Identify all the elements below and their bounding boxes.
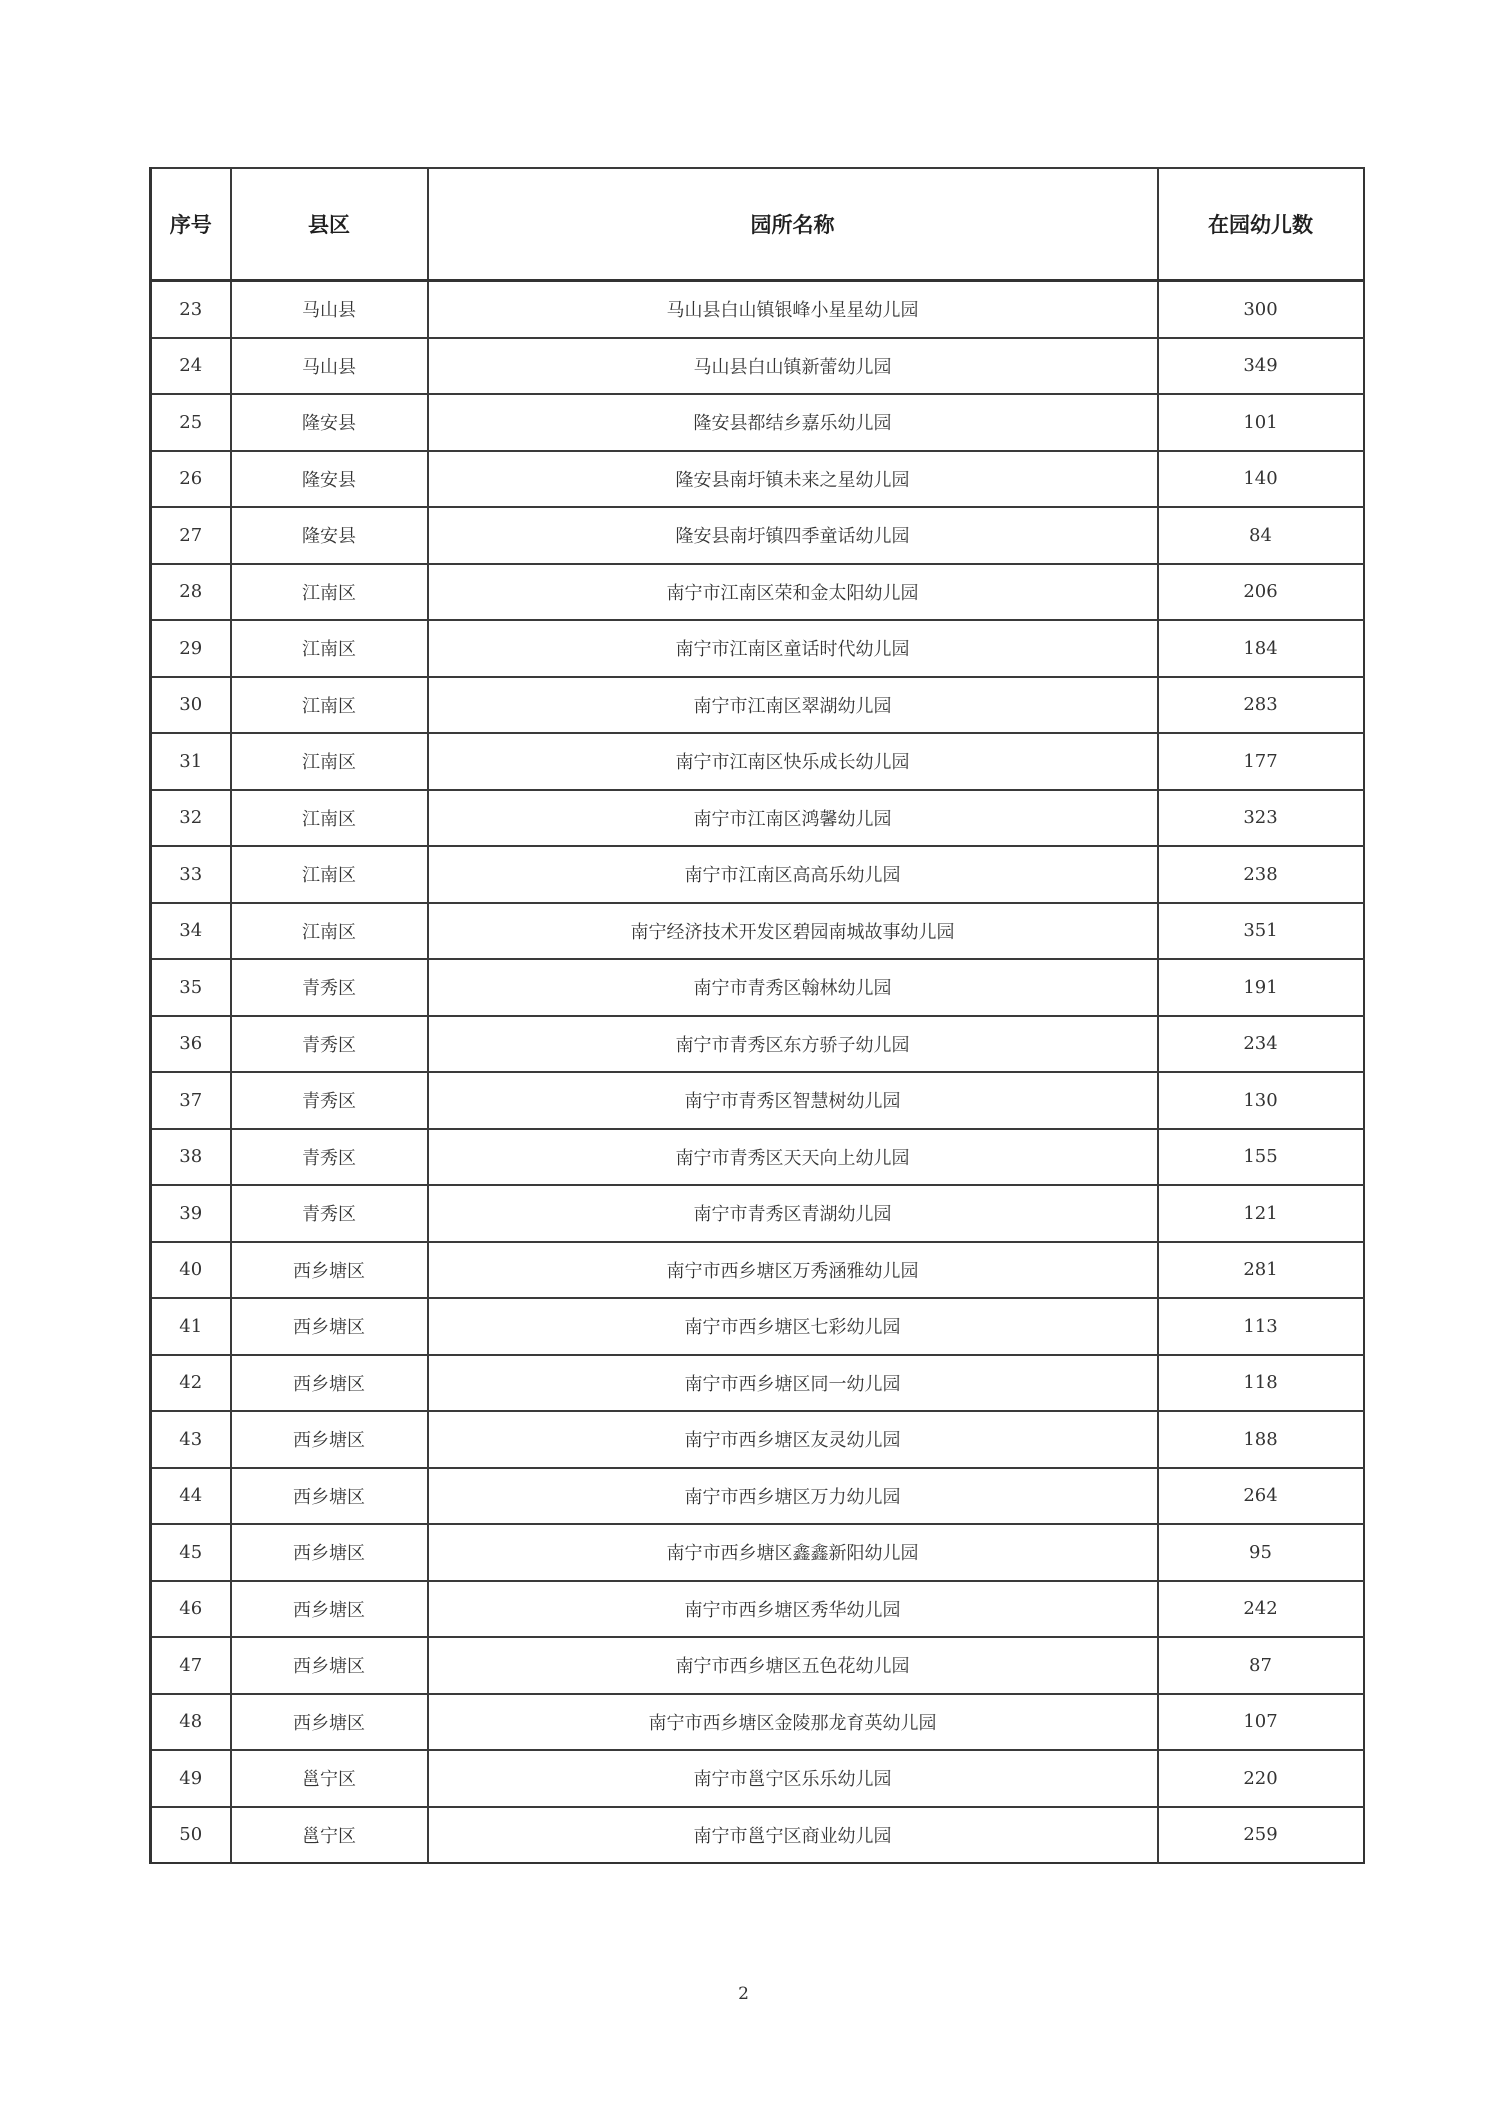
table-row: [151, 1355, 1364, 1412]
cell-enrolled-children: 118: [1158, 1355, 1364, 1412]
cell-enrolled-children: 87: [1158, 1637, 1364, 1694]
cell-serial-number: 39: [151, 1185, 231, 1242]
cell-serial-number: 41: [151, 1298, 231, 1355]
cell-kindergarten-name: 南宁市西乡塘区同一幼儿园: [428, 1355, 1158, 1412]
cell-enrolled-children: 283: [1158, 677, 1364, 734]
table-row: [151, 1468, 1364, 1525]
table-row: [151, 338, 1364, 395]
cell-kindergarten-name: 南宁市青秀区东方骄子幼儿园: [428, 1016, 1158, 1073]
cell-enrolled-children: 259: [1158, 1807, 1364, 1864]
cell-district: 隆安县: [231, 507, 428, 564]
cell-kindergarten-name: 隆安县南圩镇四季童话幼儿园: [428, 507, 1158, 564]
table-row: [151, 1129, 1364, 1186]
cell-district: 邕宁区: [231, 1807, 428, 1864]
table-row: [151, 451, 1364, 508]
cell-serial-number: 24: [151, 338, 231, 395]
cell-district: 青秀区: [231, 959, 428, 1016]
cell-serial-number: 49: [151, 1750, 231, 1807]
cell-kindergarten-name: 马山县白山镇银峰小星星幼儿园: [428, 281, 1158, 338]
cell-enrolled-children: 121: [1158, 1185, 1364, 1242]
cell-serial-number: 44: [151, 1468, 231, 1525]
cell-kindergarten-name: 南宁市青秀区天天向上幼儿园: [428, 1129, 1158, 1186]
table-row: [151, 677, 1364, 734]
cell-serial-number: 33: [151, 846, 231, 903]
table-row: [151, 1072, 1364, 1129]
cell-enrolled-children: 130: [1158, 1072, 1364, 1129]
cell-kindergarten-name: 南宁市江南区高高乐幼儿园: [428, 846, 1158, 903]
cell-kindergarten-name: 南宁市江南区鸿馨幼儿园: [428, 790, 1158, 847]
table-row: [151, 1750, 1364, 1807]
cell-kindergarten-name: 南宁市邕宁区商业幼儿园: [428, 1807, 1158, 1864]
cell-enrolled-children: 191: [1158, 959, 1364, 1016]
cell-district: 马山县: [231, 281, 428, 338]
cell-enrolled-children: 95: [1158, 1524, 1364, 1581]
cell-kindergarten-name: 南宁市青秀区翰林幼儿园: [428, 959, 1158, 1016]
cell-district: 马山县: [231, 338, 428, 395]
cell-enrolled-children: 349: [1158, 338, 1364, 395]
cell-kindergarten-name: 南宁市西乡塘区秀华幼儿园: [428, 1581, 1158, 1638]
cell-enrolled-children: 281: [1158, 1242, 1364, 1299]
cell-kindergarten-name: 南宁市西乡塘区金陵那龙育英幼儿园: [428, 1694, 1158, 1751]
cell-serial-number: 43: [151, 1411, 231, 1468]
table-row: [151, 959, 1364, 1016]
cell-district: 邕宁区: [231, 1750, 428, 1807]
cell-enrolled-children: 155: [1158, 1129, 1364, 1186]
cell-district: 西乡塘区: [231, 1411, 428, 1468]
cell-serial-number: 40: [151, 1242, 231, 1299]
table-header-row: [151, 168, 1364, 281]
kindergarten-table: [149, 167, 1365, 1864]
cell-district: 江南区: [231, 733, 428, 790]
cell-serial-number: 28: [151, 564, 231, 621]
cell-district: 青秀区: [231, 1072, 428, 1129]
cell-kindergarten-name: 南宁市江南区翠湖幼儿园: [428, 677, 1158, 734]
cell-enrolled-children: 188: [1158, 1411, 1364, 1468]
table-row: [151, 1524, 1364, 1581]
cell-kindergarten-name: 南宁市西乡塘区友灵幼儿园: [428, 1411, 1158, 1468]
cell-kindergarten-name: 南宁经济技术开发区碧园南城故事幼儿园: [428, 903, 1158, 960]
cell-district: 青秀区: [231, 1129, 428, 1186]
cell-district: 青秀区: [231, 1016, 428, 1073]
cell-enrolled-children: 113: [1158, 1298, 1364, 1355]
table-row: [151, 1637, 1364, 1694]
cell-serial-number: 30: [151, 677, 231, 734]
cell-kindergarten-name: 南宁市西乡塘区万秀涵雅幼儿园: [428, 1242, 1158, 1299]
cell-kindergarten-name: 南宁市西乡塘区鑫鑫新阳幼儿园: [428, 1524, 1158, 1581]
cell-district: 西乡塘区: [231, 1637, 428, 1694]
cell-kindergarten-name: 南宁市西乡塘区五色花幼儿园: [428, 1637, 1158, 1694]
cell-enrolled-children: 234: [1158, 1016, 1364, 1073]
cell-kindergarten-name: 隆安县南圩镇未来之星幼儿园: [428, 451, 1158, 508]
cell-enrolled-children: 140: [1158, 451, 1364, 508]
cell-serial-number: 45: [151, 1524, 231, 1581]
table-row: [151, 790, 1364, 847]
cell-serial-number: 37: [151, 1072, 231, 1129]
table-body: [151, 281, 1364, 1864]
cell-district: 江南区: [231, 790, 428, 847]
header-serial-number: 序号: [151, 168, 231, 281]
table-row: [151, 733, 1364, 790]
cell-district: 西乡塘区: [231, 1298, 428, 1355]
cell-district: 西乡塘区: [231, 1242, 428, 1299]
header-district: 县区: [231, 168, 428, 281]
table-row: [151, 1298, 1364, 1355]
cell-enrolled-children: 351: [1158, 903, 1364, 960]
cell-kindergarten-name: 南宁市西乡塘区七彩幼儿园: [428, 1298, 1158, 1355]
cell-enrolled-children: 323: [1158, 790, 1364, 847]
table-row: [151, 1185, 1364, 1242]
cell-kindergarten-name: 南宁市西乡塘区万力幼儿园: [428, 1468, 1158, 1525]
table-row: [151, 281, 1364, 338]
table-row: [151, 564, 1364, 621]
cell-district: 隆安县: [231, 394, 428, 451]
header-enrolled-children: 在园幼儿数: [1158, 168, 1364, 281]
cell-kindergarten-name: 南宁市江南区童话时代幼儿园: [428, 620, 1158, 677]
table-row: [151, 1242, 1364, 1299]
table-row: [151, 507, 1364, 564]
cell-enrolled-children: 107: [1158, 1694, 1364, 1751]
cell-serial-number: 36: [151, 1016, 231, 1073]
table-row: [151, 1016, 1364, 1073]
cell-enrolled-children: 206: [1158, 564, 1364, 621]
cell-enrolled-children: 101: [1158, 394, 1364, 451]
cell-district: 江南区: [231, 846, 428, 903]
table-row: [151, 1694, 1364, 1751]
table-row: [151, 903, 1364, 960]
cell-kindergarten-name: 南宁市江南区荣和金太阳幼儿园: [428, 564, 1158, 621]
cell-kindergarten-name: 南宁市青秀区青湖幼儿园: [428, 1185, 1158, 1242]
cell-district: 江南区: [231, 677, 428, 734]
cell-kindergarten-name: 南宁市江南区快乐成长幼儿园: [428, 733, 1158, 790]
table-row: [151, 1411, 1364, 1468]
cell-district: 西乡塘区: [231, 1694, 428, 1751]
cell-enrolled-children: 84: [1158, 507, 1364, 564]
table-row: [151, 620, 1364, 677]
cell-serial-number: 38: [151, 1129, 231, 1186]
cell-enrolled-children: 177: [1158, 733, 1364, 790]
cell-district: 隆安县: [231, 451, 428, 508]
table-row: [151, 846, 1364, 903]
cell-serial-number: 46: [151, 1581, 231, 1638]
cell-serial-number: 50: [151, 1807, 231, 1864]
cell-serial-number: 34: [151, 903, 231, 960]
cell-district: 西乡塘区: [231, 1468, 428, 1525]
cell-serial-number: 23: [151, 281, 231, 338]
cell-enrolled-children: 242: [1158, 1581, 1364, 1638]
cell-enrolled-children: 300: [1158, 281, 1364, 338]
page-number: 2: [738, 1984, 749, 2004]
table-row: [151, 1807, 1364, 1864]
cell-serial-number: 35: [151, 959, 231, 1016]
cell-kindergarten-name: 隆安县都结乡嘉乐幼儿园: [428, 394, 1158, 451]
cell-enrolled-children: 184: [1158, 620, 1364, 677]
cell-kindergarten-name: 南宁市青秀区智慧树幼儿园: [428, 1072, 1158, 1129]
cell-serial-number: 27: [151, 507, 231, 564]
cell-kindergarten-name: 马山县白山镇新蕾幼儿园: [428, 338, 1158, 395]
cell-district: 江南区: [231, 564, 428, 621]
cell-district: 西乡塘区: [231, 1524, 428, 1581]
cell-enrolled-children: 264: [1158, 1468, 1364, 1525]
cell-serial-number: 31: [151, 733, 231, 790]
cell-kindergarten-name: 南宁市邕宁区乐乐幼儿园: [428, 1750, 1158, 1807]
cell-district: 青秀区: [231, 1185, 428, 1242]
cell-serial-number: 48: [151, 1694, 231, 1751]
header-kindergarten-name: 园所名称: [428, 168, 1158, 281]
cell-district: 江南区: [231, 903, 428, 960]
cell-serial-number: 26: [151, 451, 231, 508]
cell-enrolled-children: 238: [1158, 846, 1364, 903]
cell-district: 西乡塘区: [231, 1581, 428, 1638]
cell-serial-number: 25: [151, 394, 231, 451]
cell-enrolled-children: 220: [1158, 1750, 1364, 1807]
cell-serial-number: 42: [151, 1355, 231, 1412]
cell-serial-number: 32: [151, 790, 231, 847]
cell-district: 江南区: [231, 620, 428, 677]
cell-district: 西乡塘区: [231, 1355, 428, 1412]
cell-serial-number: 29: [151, 620, 231, 677]
table-row: [151, 394, 1364, 451]
cell-serial-number: 47: [151, 1637, 231, 1694]
table-row: [151, 1581, 1364, 1638]
